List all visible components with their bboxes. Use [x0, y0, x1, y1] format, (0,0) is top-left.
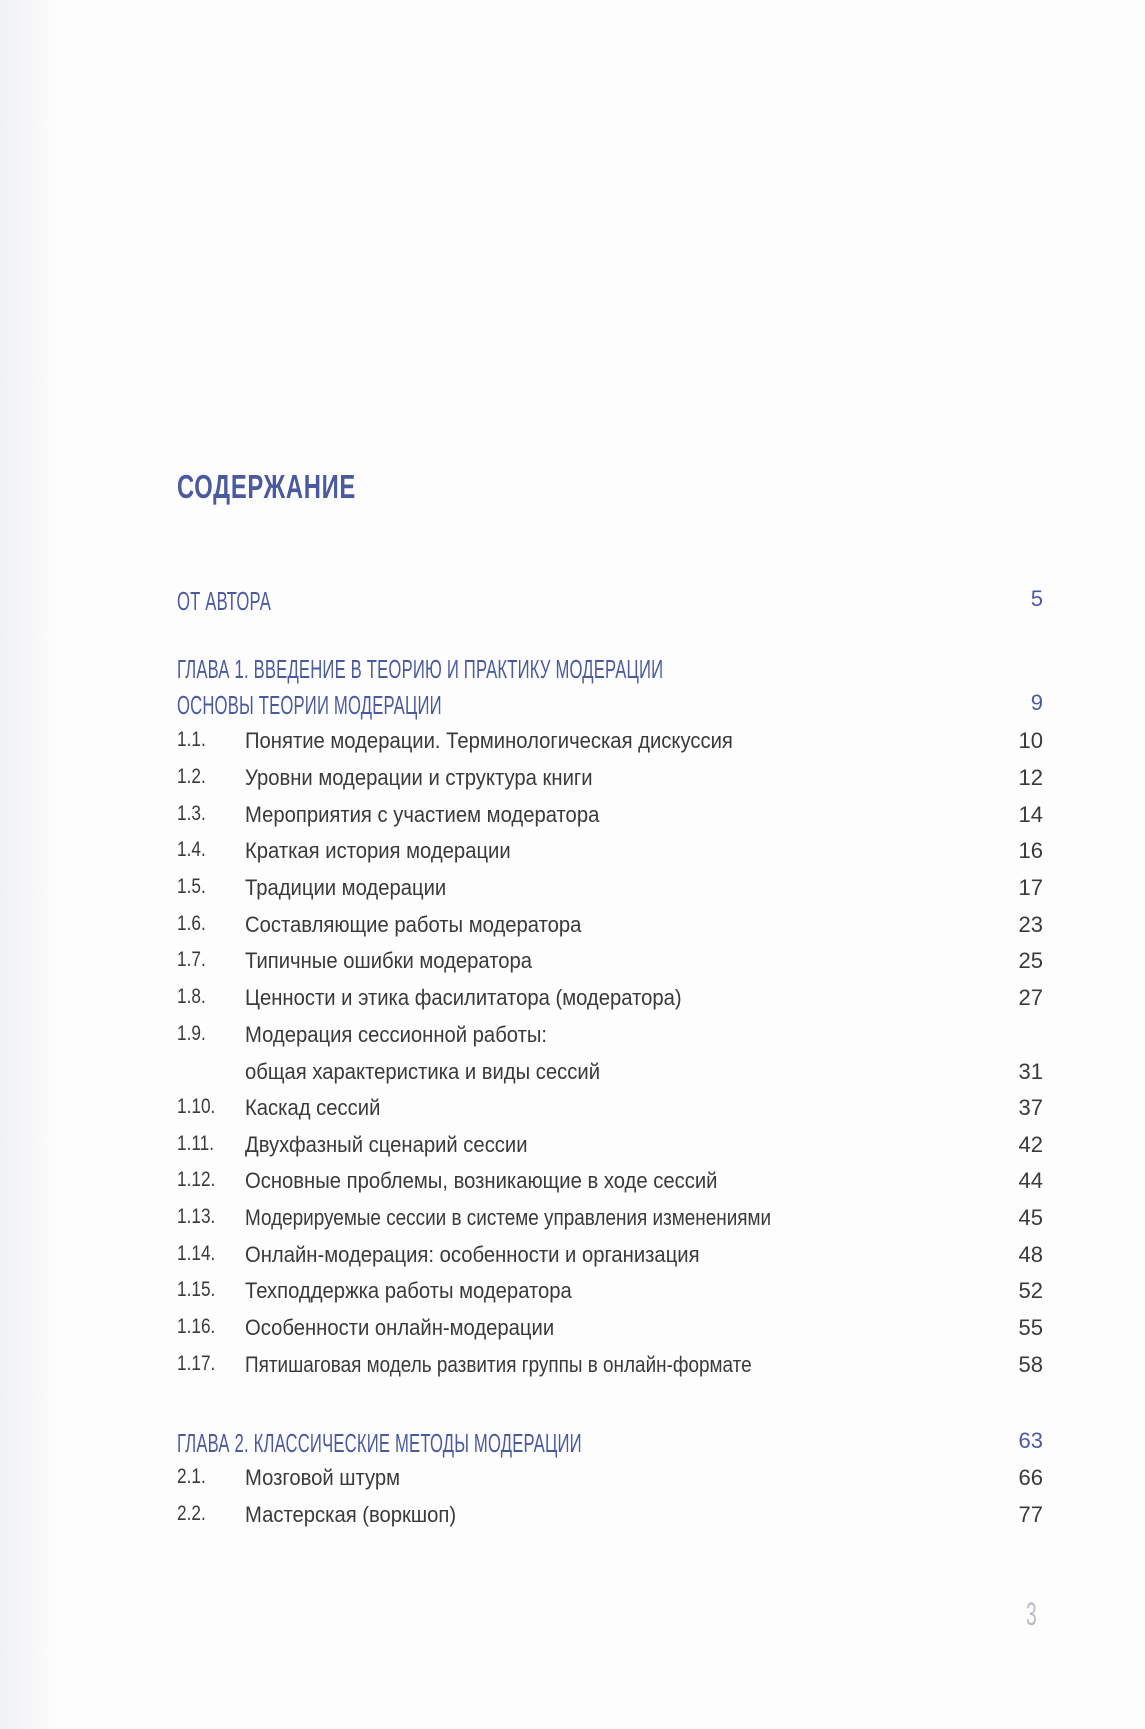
page-number: 16	[1018, 838, 1043, 863]
toc-item[interactable]	[177, 1022, 1043, 1092]
toc-item[interactable]	[177, 765, 1043, 797]
page-number: 31	[1018, 1059, 1043, 1084]
toc-item[interactable]	[177, 1132, 1043, 1164]
chapter-subtitle: ОСНОВЫ ТЕОРИИ МОДЕРАЦИИ	[177, 690, 442, 720]
item-title-continued: общая характеристика и виды сессий	[245, 1059, 601, 1084]
page-number: 58	[1018, 1352, 1043, 1377]
toc-item[interactable]	[177, 875, 1043, 907]
item-title: Модерация сессионной работы:	[245, 1022, 548, 1047]
item-number: 1.6.	[177, 912, 206, 935]
toc-item[interactable]	[177, 1095, 1043, 1127]
page-number: 63	[1018, 1428, 1043, 1453]
page-number: 77	[1018, 1502, 1043, 1527]
item-title: Двухфазный сценарий сессии	[245, 1132, 528, 1157]
item-number: 1.1.	[177, 728, 206, 751]
item-title: Основные проблемы, возникающие в ходе сессий	[245, 1168, 718, 1193]
page-edge-shadow	[0, 0, 60, 1729]
page-number: 10	[1018, 728, 1043, 753]
item-number: 2.2.	[177, 1502, 206, 1525]
item-number: 1.17.	[177, 1352, 216, 1375]
page-number: 27	[1018, 985, 1043, 1010]
toc-item[interactable]	[177, 912, 1043, 944]
item-title: Онлайн-модерация: особенности и организация	[245, 1242, 700, 1267]
chapter-title: ГЛАВА 1. ВВЕДЕНИЕ В ТЕОРИЮ И ПРАКТИКУ МОДЕРАЦИИ	[177, 654, 664, 684]
page-title: СОДЕРЖАНИЕ	[177, 468, 356, 505]
page-number: 42	[1018, 1132, 1043, 1157]
toc-chapter-1-title[interactable]	[177, 654, 1043, 686]
item-number: 1.14.	[177, 1242, 216, 1265]
item-number: 1.9.	[177, 1022, 206, 1045]
page-number: 14	[1018, 802, 1043, 827]
item-title: Понятие модерации. Терминологическая дискуссия	[245, 728, 733, 753]
page-number: 25	[1018, 948, 1043, 973]
item-number: 1.7.	[177, 948, 206, 971]
item-title: Краткая история модерации	[245, 838, 511, 863]
item-title: Мастерская (воркшоп)	[245, 1502, 457, 1527]
item-title: Традиции модерации	[245, 875, 447, 900]
item-title: Ценности и этика фасилитатора (модератора)	[245, 985, 682, 1010]
toc-item[interactable]	[177, 985, 1043, 1017]
toc-item[interactable]	[177, 1502, 1043, 1534]
page-number: 52	[1018, 1278, 1043, 1303]
page-number: 5	[1030, 586, 1043, 611]
entry-label: ОТ АВТОРА	[177, 586, 271, 616]
toc-item[interactable]	[177, 1315, 1043, 1347]
page-number: 44	[1018, 1168, 1043, 1193]
toc-item[interactable]	[177, 838, 1043, 870]
page-number: 66	[1018, 1465, 1043, 1490]
item-title: Мероприятия с участием модератора	[245, 802, 600, 827]
item-number: 1.2.	[177, 765, 206, 788]
item-number: 2.1.	[177, 1465, 206, 1488]
item-title: Типичные ошибки модератора	[245, 948, 533, 973]
item-number: 1.4.	[177, 838, 206, 861]
item-number: 1.10.	[177, 1095, 216, 1118]
item-title: Особенности онлайн-модерации	[245, 1315, 555, 1340]
item-title: Техподдержка работы модератора	[245, 1278, 572, 1303]
item-number: 1.16.	[177, 1315, 216, 1338]
page-number: 37	[1018, 1095, 1043, 1120]
page-number: 9	[1030, 690, 1043, 715]
item-number: 1.3.	[177, 802, 206, 825]
toc-item[interactable]	[177, 802, 1043, 834]
item-title: Мозговой штурм	[245, 1465, 401, 1490]
item-number: 1.5.	[177, 875, 206, 898]
page-number: 23	[1018, 912, 1043, 937]
item-number: 1.12.	[177, 1168, 216, 1191]
item-number: 1.15.	[177, 1278, 216, 1301]
page-number: 12	[1018, 765, 1043, 790]
toc-chapter-1-subtitle[interactable]	[177, 690, 1043, 722]
page-number: 55	[1018, 1315, 1043, 1340]
item-number: 1.13.	[177, 1205, 216, 1228]
toc-item[interactable]	[177, 1242, 1043, 1274]
page-folio-number: 3	[1026, 1596, 1037, 1632]
item-title: Уровни модерации и структура книги	[245, 765, 593, 790]
toc-item[interactable]	[177, 1465, 1043, 1497]
toc-chapter-2-title[interactable]	[177, 1428, 1043, 1460]
page-number: 17	[1018, 875, 1043, 900]
chapter-title: ГЛАВА 2. КЛАССИЧЕСКИЕ МЕТОДЫ МОДЕРАЦИИ	[177, 1428, 582, 1458]
toc-item[interactable]	[177, 1168, 1043, 1200]
toc-item[interactable]	[177, 728, 1043, 760]
toc-item[interactable]	[177, 1205, 1043, 1237]
item-title: Модерируемые сессии в системе управления изменениями	[245, 1205, 772, 1230]
page-number: 45	[1018, 1205, 1043, 1230]
item-number: 1.8.	[177, 985, 206, 1008]
item-title: Каскад сессий	[245, 1095, 381, 1120]
toc-item[interactable]	[177, 948, 1043, 980]
toc-entry-author[interactable]	[177, 586, 1043, 618]
item-title: Составляющие работы модератора	[245, 912, 582, 937]
item-title: Пятишаговая модель развития группы в онлайн-формате	[245, 1352, 752, 1377]
page-number: 48	[1018, 1242, 1043, 1267]
toc-item[interactable]	[177, 1352, 1043, 1384]
toc-item[interactable]	[177, 1278, 1043, 1310]
item-number: 1.11.	[177, 1132, 215, 1155]
